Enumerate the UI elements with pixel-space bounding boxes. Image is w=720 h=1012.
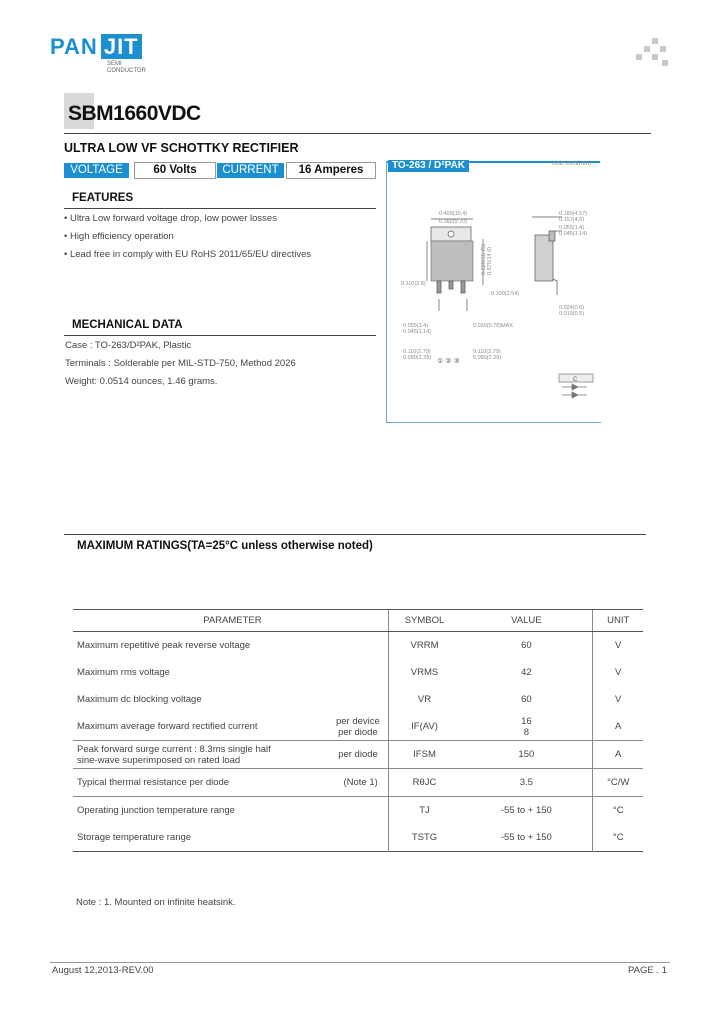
mechanical-item: Terminals : Solderable per MIL-STD-750, Method 2026 — [65, 358, 296, 369]
current-label-badge: CURRENT — [217, 163, 284, 178]
value-cell: 60 — [521, 640, 532, 651]
package-side-view — [532, 217, 562, 295]
footer-date-revision: August 12,2013-REV.00 — [52, 965, 154, 976]
table-row — [73, 686, 643, 713]
dim-label: 0.100(2.54) — [491, 291, 520, 297]
voltage-label-badge: VOLTAGE — [64, 163, 129, 178]
ratings-top-divider — [64, 534, 646, 535]
pin-numbers: ① ② ③ — [437, 358, 460, 365]
col-header-parameter: PARAMETER — [73, 610, 388, 632]
table-header-row — [73, 610, 643, 632]
dim-label: 0.409(10.4) — [439, 211, 468, 217]
max-ratings-title: MAXIMUM RATINGS(TA=25°C unless otherwise noted) — [77, 540, 373, 552]
symbol-cell: VRMS — [388, 659, 460, 686]
decorative-squares-icon — [636, 38, 668, 68]
dim-label: 0.110(2.8) — [401, 281, 426, 287]
unit-cell: A — [593, 741, 643, 769]
table-row — [73, 632, 643, 660]
max-ratings-table — [73, 609, 643, 852]
table-row — [73, 741, 643, 769]
logo-subtext — [107, 61, 146, 75]
param-cell: Maximum rms voltage — [77, 667, 170, 678]
condition-cell: per diode — [338, 749, 378, 760]
logo-text-jit: JIT — [101, 34, 142, 59]
col-header-unit: UNIT — [593, 610, 643, 632]
dimension-labels — [401, 211, 587, 361]
table-row — [73, 769, 643, 797]
schematic-label: C — [573, 377, 578, 383]
mechanical-divider — [64, 335, 376, 336]
value-cell: 42 — [521, 667, 532, 678]
symbol-cell: IF(AV) — [388, 713, 460, 741]
package-front-view — [427, 219, 483, 311]
value-cell: -55 to + 150 — [500, 805, 552, 816]
param-cell: Peak forward surge current : 8.3ms single half sine-wave superimposed on rated load — [77, 743, 271, 766]
dim-label: 0.575(14.6) — [487, 246, 493, 275]
panjit-logo — [50, 34, 142, 60]
product-subtitle: ULTRA LOW VF SCHOTTKY RECTIFIER — [64, 141, 299, 155]
condition-cell: (Note 1) — [343, 777, 378, 788]
symbol-cell: VRRM — [388, 632, 460, 660]
features-divider — [64, 208, 376, 209]
logo-text-pan: PAN — [50, 34, 98, 59]
param-cell: Maximum average forward rectified current — [77, 721, 258, 732]
unit-cell: V — [593, 659, 643, 686]
param-cell: Operating junction temperature range — [77, 805, 235, 816]
feature-item: • Lead free in comply with EU RoHS 2011/65/EU directives — [64, 249, 312, 260]
col-header-symbol: SYMBOL — [388, 610, 460, 632]
footer-divider — [50, 962, 670, 963]
symbol-cell: IFSM — [388, 741, 460, 769]
mechanical-item: Case : TO-263/D²PAK, Plastic — [65, 340, 192, 351]
table-row — [73, 713, 643, 741]
mechanical-heading: MECHANICAL DATA — [72, 319, 183, 331]
dim-label: 0.090(2.29) — [473, 355, 502, 361]
footer-page-number: PAGE . 1 — [628, 965, 667, 976]
unit-cell: °C/W — [593, 769, 643, 797]
footnote: Note : 1. Mounted on infinite heatsink. — [76, 897, 236, 908]
value-cell: 3.5 — [519, 777, 533, 788]
current-value-badge: 16 Amperes — [286, 162, 376, 179]
title-divider — [64, 133, 651, 134]
value-cell: 16 8 — [521, 715, 532, 738]
table-row — [73, 824, 643, 852]
symbol-cell: RθJC — [388, 769, 460, 797]
param-cell: Storage temperature range — [77, 832, 192, 843]
value-cell: -55 to + 150 — [500, 832, 552, 843]
feature-item: • Ultra Low forward voltage drop, low power losses — [64, 213, 277, 224]
param-cell: Typical thermal resistance per diode — [77, 777, 230, 788]
package-unit-note: Unit: inch(mm) — [552, 161, 592, 167]
symbol-cell: TSTG — [388, 824, 460, 852]
mechanical-item: Weight: 0.0514 ounces, 1.46 grams. — [65, 376, 218, 387]
logo-subtext-line2: CONDUCTOR — [107, 68, 146, 74]
table-row — [73, 797, 643, 825]
unit-cell: °C — [593, 797, 643, 825]
dim-label: 0.030(0.76)MAX — [473, 323, 514, 329]
feature-item: • High efficiency operation — [64, 231, 174, 242]
voltage-value-badge: 60 Volts — [134, 162, 216, 179]
value-cell: 150 — [518, 749, 535, 760]
dim-label: 0.055(1.4) — [403, 323, 429, 329]
unit-cell: V — [593, 686, 643, 713]
param-cell: Maximum repetitive peak reverse voltage — [77, 640, 251, 651]
col-header-value: VALUE — [460, 610, 593, 632]
dim-label: 0.024(0.6) — [559, 305, 585, 311]
symbol-cell: TJ — [388, 797, 460, 825]
dim-label: 0.055(1.4) — [559, 225, 585, 231]
dim-label: 0.620(15.75) — [481, 243, 487, 275]
dim-label: 0.090(2.29) — [403, 355, 432, 361]
part-number-title: SBM1660VDC — [68, 102, 201, 125]
package-drawing — [387, 175, 600, 420]
dim-label: 0.019(0.5) — [559, 311, 585, 317]
dim-label: 0.110(2.79) — [403, 349, 431, 355]
unit-cell: V — [593, 632, 643, 660]
condition-cell: per device per diode — [335, 715, 380, 738]
features-heading: FEATURES — [72, 192, 134, 204]
dim-label: 0.045(1.14) — [403, 329, 432, 335]
table-row — [73, 659, 643, 686]
dim-label: 0.110(2.79) — [473, 349, 501, 355]
dim-label: 0.045(1.14) — [559, 231, 588, 237]
dim-label: 0.382(9.70) — [439, 219, 468, 225]
symbol-cell: VR — [388, 686, 460, 713]
value-cell: 60 — [521, 694, 532, 705]
param-cell: Maximum dc blocking voltage — [77, 694, 202, 705]
unit-cell: A — [593, 713, 643, 741]
unit-cell: °C — [593, 824, 643, 852]
logo-subtext-line1: SEMI — [107, 61, 122, 67]
package-label: TO-263 / D²PAK — [388, 160, 469, 172]
dim-label: 0.157(4.0) — [559, 217, 585, 223]
dim-label: 0.180(4.57) — [559, 211, 588, 217]
